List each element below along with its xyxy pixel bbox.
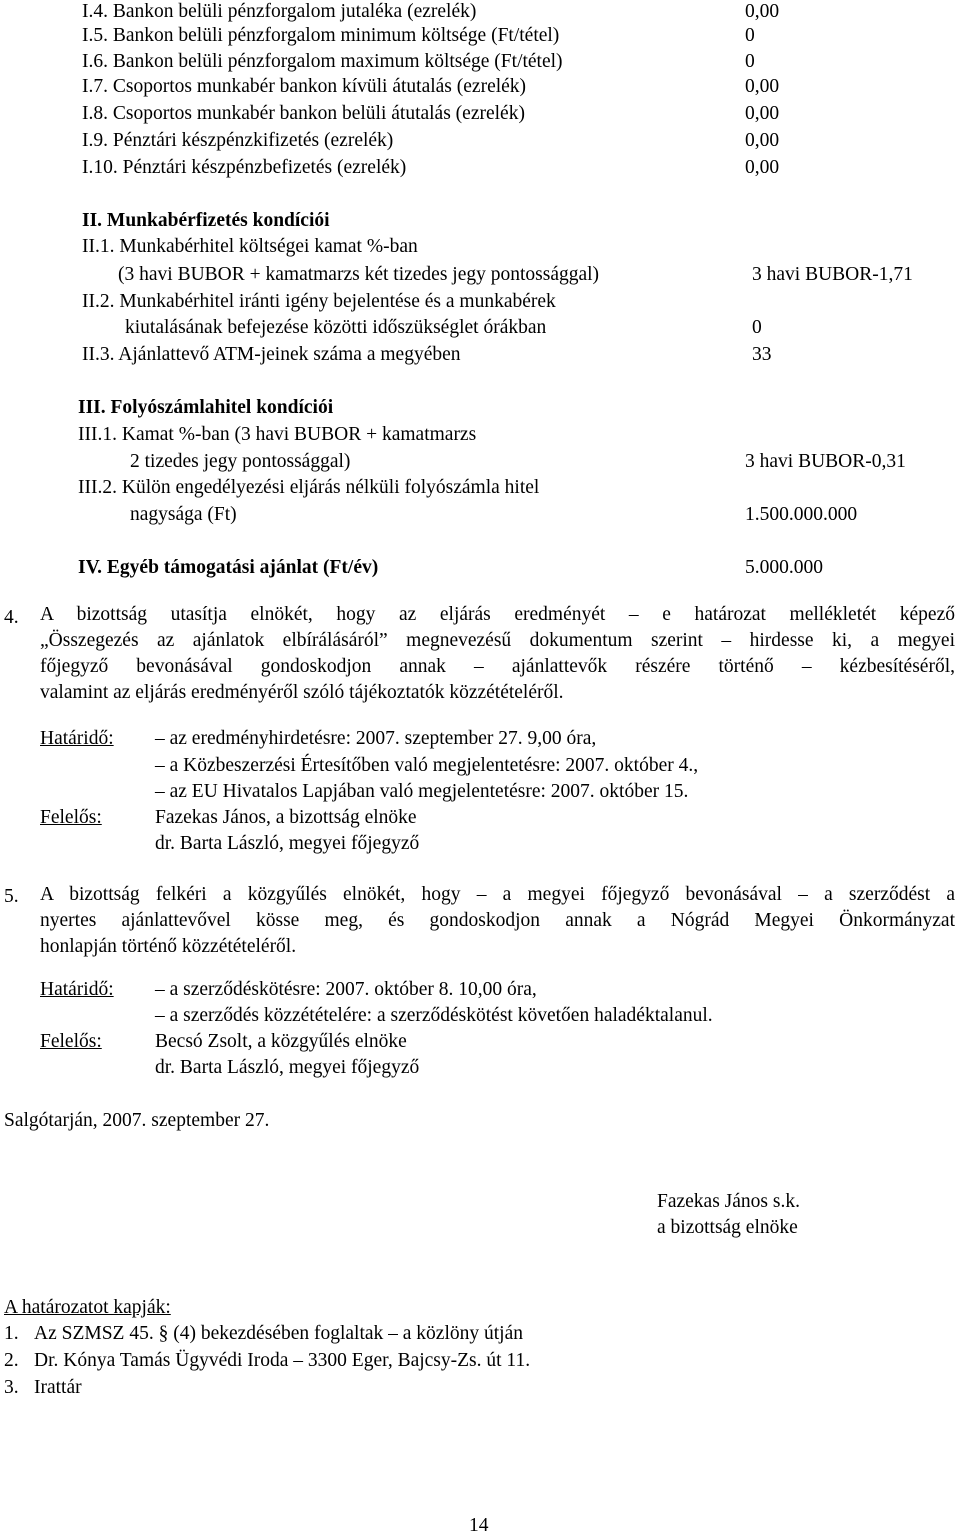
section-4-value: 5.000.000 <box>745 557 823 578</box>
paragraph-line: nyertes ajánlattevővel kösse meg, és gondoskodjon annak a Nógrád Megyei Önkormányzat <box>40 910 955 931</box>
row-label: I.9. Pénztári készpénzkifizetés (ezrelék) <box>82 130 394 151</box>
point-number: 5. <box>4 886 19 907</box>
point-number: 4. <box>4 607 19 628</box>
row-label: I.5. Bankon belüli pénzforgalom minimum költsége (Ft/tétel) <box>82 25 560 46</box>
item-label: II.1. Munkabérhitel költségei kamat %-ban <box>82 236 418 257</box>
row-value: 0,00 <box>745 103 780 124</box>
deadline-label: Határidő: <box>40 728 114 749</box>
item-value: 3 havi BUBOR-0,31 <box>745 451 906 472</box>
signatory-name: Fazekas János s.k. <box>657 1191 800 1212</box>
row-value: 0,00 <box>745 130 780 151</box>
row-value: 0 <box>745 51 755 72</box>
responsible-item: Becsó Zsolt, a közgyűlés elnöke <box>155 1031 407 1052</box>
row-label: I.4. Bankon belüli pénzforgalom jutaléka (ezrelék) <box>82 1 477 22</box>
deadline-item: – az eredményhirdetésre: 2007. szeptember 27. 9,00 óra, <box>155 728 597 749</box>
page-number: 14 <box>469 1515 489 1536</box>
item-sub: 2 tizedes jegy pontossággal) <box>130 451 351 472</box>
row-label: I.10. Pénztári készpénzbefizetés (ezrelék) <box>82 157 407 178</box>
row-value: 0,00 <box>745 157 780 178</box>
row-value: 0,00 <box>745 76 780 97</box>
list-item-number: 1. <box>4 1323 19 1344</box>
section-3-heading: III. Folyószámlahitel kondíciói <box>78 397 334 418</box>
item-sub: kiutalásának befejezése közötti időszükséglet órákban <box>125 317 547 338</box>
item-value: 0 <box>752 317 762 338</box>
deadline-item: – a szerződéskötésre: 2007. október 8. 10,00 óra, <box>155 979 537 1000</box>
responsible-item: dr. Barta László, megyei főjegyző <box>155 833 420 854</box>
list-item: Az SZMSZ 45. § (4) bekezdésében foglaltak – a közlöny útján <box>34 1323 523 1344</box>
paragraph-line: A bizottság utasítja elnökét, hogy az eljárás eredményét – e határozat mellékletét képező <box>40 604 955 625</box>
item-value: 3 havi BUBOR-1,71 <box>752 264 913 285</box>
item-sub: nagysága (Ft) <box>130 504 237 525</box>
row-value: 0 <box>745 25 755 46</box>
point-5-paragraph <box>40 882 955 960</box>
list-item: Irattár <box>34 1377 82 1398</box>
place-date: Salgótarján, 2007. szeptember 27. <box>4 1110 270 1131</box>
list-item-number: 3. <box>4 1377 19 1398</box>
responsible-item: dr. Barta László, megyei főjegyző <box>155 1057 420 1078</box>
list-item-number: 2. <box>4 1350 19 1371</box>
paragraph-line: honlapján történő közzétételéről. <box>40 936 297 957</box>
deadline-item: – a szerződés közzétételére: a szerződéskötést követően haladéktalanul. <box>155 1005 713 1026</box>
row-label: I.6. Bankon belüli pénzforgalom maximum költsége (Ft/tétel) <box>82 51 563 72</box>
item-label: III.1. Kamat %-ban (3 havi BUBOR + kamatmarzs <box>78 424 477 445</box>
paragraph-line: főjegyző bevonásával gondoskodjon annak – ajánlattevők részére történő – kézbesítéséről, <box>40 656 955 677</box>
item-label: II.2. Munkabérhitel iránti igény bejelentése és a munkabérek <box>82 291 556 312</box>
deadline-label: Határidő: <box>40 979 114 1000</box>
item-label: III.2. Külön engedélyezési eljárás nélküli folyószámla hitel <box>78 477 540 498</box>
item-value: 1.500.000.000 <box>745 504 858 525</box>
section-2-heading: II. Munkabérfizetés kondíciói <box>82 210 330 231</box>
list-item: Dr. Kónya Tamás Ügyvédi Iroda – 3300 Eger, Bajcsy-Zs. út 11. <box>34 1350 531 1371</box>
paragraph-line: „Összegezés az ajánlatok elbírálásáról” megnevezésű dokumentum szerint – hirdesse ki, a megyei <box>40 630 955 651</box>
responsible-label: Felelős: <box>40 1031 102 1052</box>
deadline-item: – az EU Hivatalos Lapjában való megjelentetésre: 2007. október 15. <box>155 781 689 802</box>
item-sub: (3 havi BUBOR + kamatmarzs két tizedes jegy pontossággal) <box>118 264 600 285</box>
responsible-item: Fazekas János, a bizottság elnöke <box>155 807 417 828</box>
section-4-heading: IV. Egyéb támogatási ajánlat (Ft/év) <box>78 557 379 578</box>
paragraph-line: valamint az eljárás eredményéről szóló tájékoztatók közzétételéről. <box>40 682 564 703</box>
item-value: 33 <box>752 344 772 365</box>
signatory-title: a bizottság elnöke <box>657 1217 798 1238</box>
recipients-heading: A határozatot kapják: <box>4 1297 171 1318</box>
row-value: 0,00 <box>745 1 780 22</box>
deadline-item: – a Közbeszerzési Értesítőben való megjelentetésre: 2007. október 4., <box>155 755 699 776</box>
point-4-paragraph <box>40 602 955 706</box>
item-label: II.3. Ajánlattevő ATM-jeinek száma a megyében <box>82 344 461 365</box>
row-label: I.7. Csoportos munkabér bankon kívüli átutalás (ezrelék) <box>82 76 527 97</box>
paragraph-line: A bizottság felkéri a közgyűlés elnökét, hogy – a megyei főjegyző bevonásával – a szerződést a <box>40 884 955 905</box>
row-label: I.8. Csoportos munkabér bankon belüli átutalás (ezrelék) <box>82 103 525 124</box>
responsible-label: Felelős: <box>40 807 102 828</box>
